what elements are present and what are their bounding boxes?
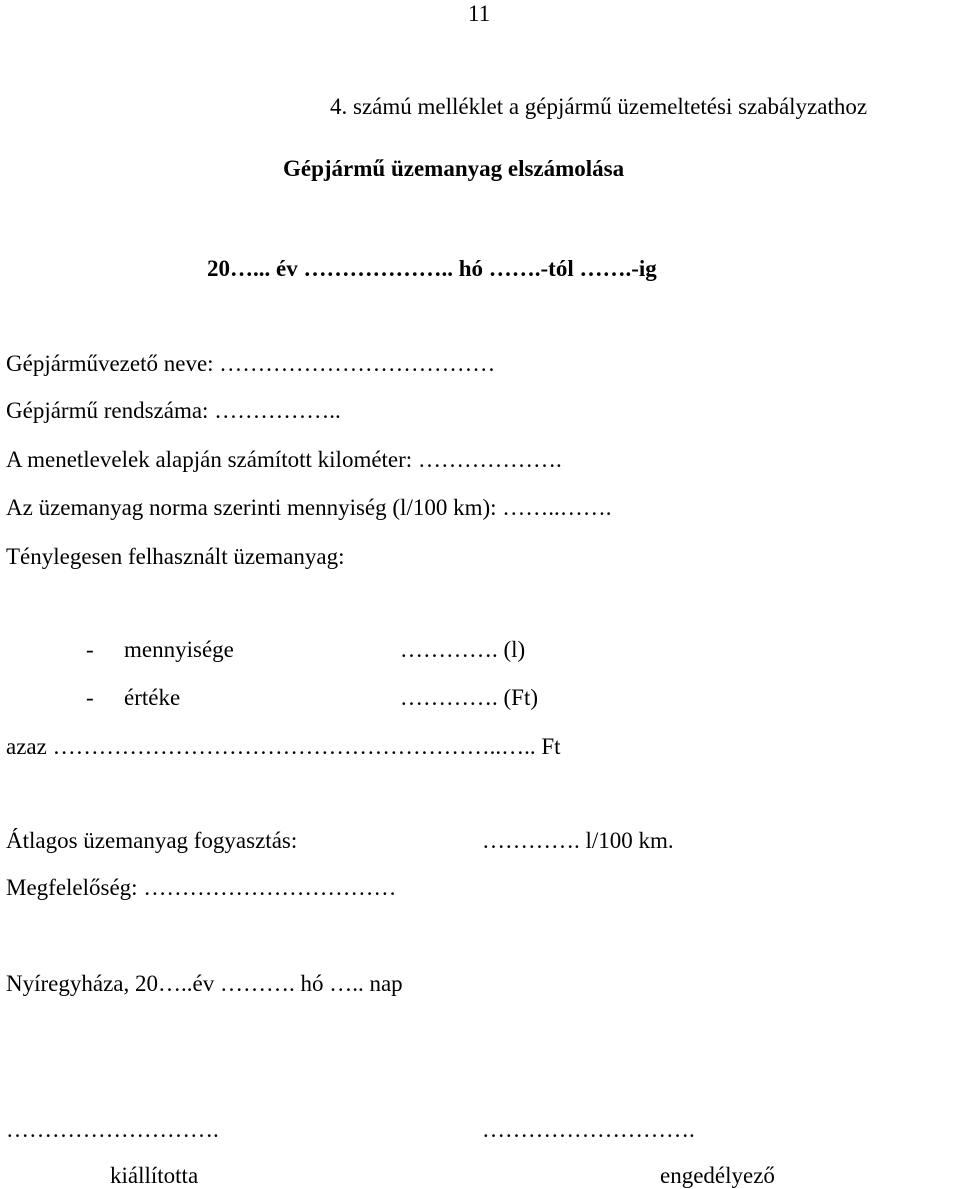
value-label: értéke xyxy=(124,685,181,710)
approver-label: engedélyező xyxy=(660,1163,775,1188)
average-consumption-label: Átlagos üzemanyag fogyasztás: xyxy=(6,828,298,853)
issuer-signature-line: ………………………. xyxy=(6,1117,219,1142)
norm-quantity-field: Az üzemanyag norma szerinti mennyiség (l/100 km): ……..……. xyxy=(6,495,612,520)
quantity-dash: - xyxy=(86,637,94,662)
license-plate-field: Gépjármű rendszáma: …………….. xyxy=(6,398,341,423)
document-title: Gépjármű üzemanyag elszámolása xyxy=(283,156,625,181)
value-dash: - xyxy=(86,685,94,710)
conformity-line: Megfelelőség: …………………………… xyxy=(6,875,397,900)
issuer-label: kiállította xyxy=(110,1163,199,1188)
quantity-value: …………. (l) xyxy=(400,637,526,662)
value-value: …………. (Ft) xyxy=(400,685,538,710)
place-date-line: Nyíregyháza, 20…..év ………. hó ….. nap xyxy=(6,971,403,996)
kilometer-field: A menetlevelek alapján számított kilométer: ………………. xyxy=(6,447,562,472)
page-number: 11 xyxy=(468,1,491,26)
actual-fuel-heading: Ténylegesen felhasznált üzemanyag: xyxy=(6,544,345,569)
annex-title: 4. számú melléklet a gépjármű üzemeltetési szabályzathoz xyxy=(330,94,868,119)
approver-signature-line: ………………………. xyxy=(482,1117,695,1142)
average-consumption-value: …………. l/100 km. xyxy=(482,828,674,853)
quantity-label: mennyisége xyxy=(124,637,234,662)
period-line: 20…... év ……………….. hó …….-tól …….-ig xyxy=(207,256,657,281)
driver-name-field: Gépjárművezető neve: ……………………………… xyxy=(6,351,496,376)
amount-in-words-line: azaz …………………………………………………..….. Ft xyxy=(6,734,561,759)
